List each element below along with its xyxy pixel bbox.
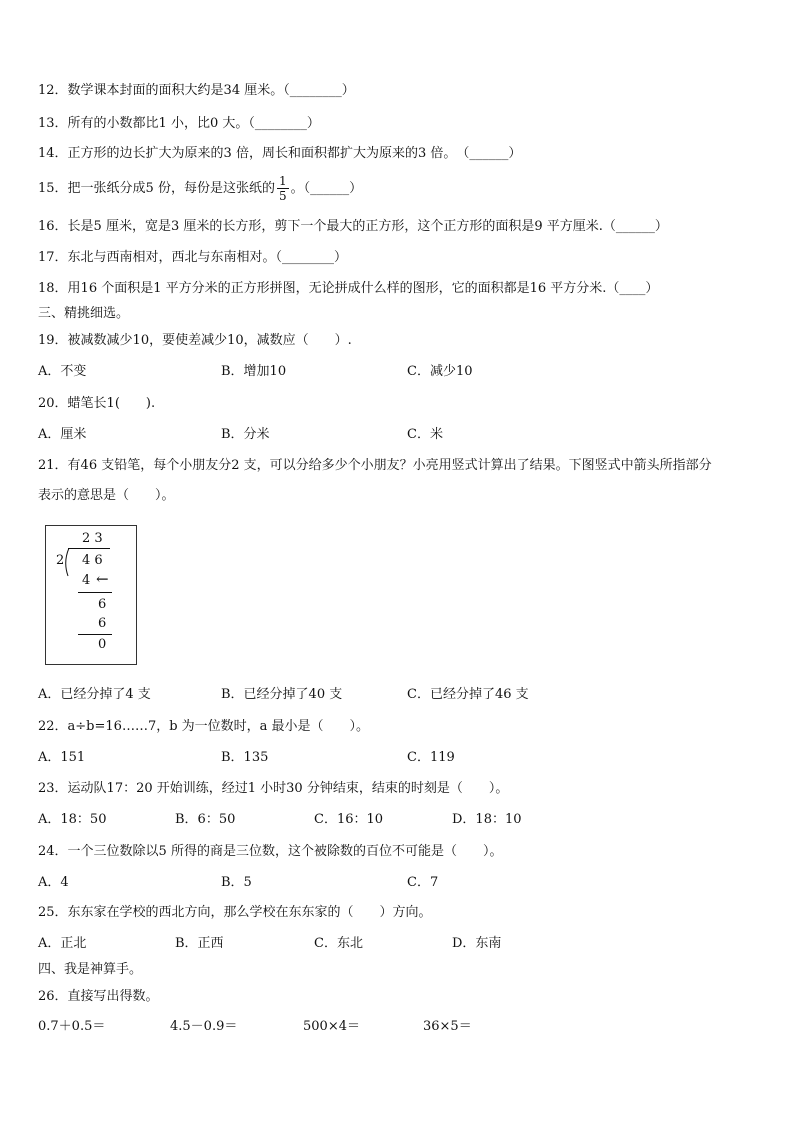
q24-option-c[interactable]: C．7	[407, 875, 439, 890]
q25-option-a[interactable]: A．正北	[38, 936, 87, 951]
q16: 16．长是5 厘米，宽是3 厘米的长方形，剪下一个最大的正方形，这个正方形的面积是9 平方厘米.（______）	[38, 219, 668, 234]
arrow-left-icon: ←	[96, 570, 109, 588]
q24-option-b[interactable]: B．5	[221, 875, 252, 890]
q21-line-2: 表示的意思是（ ）。	[38, 488, 175, 503]
fraction-denominator: 5	[278, 189, 287, 203]
q13: 13．所有的小数都比1 小，比0 大。（________）	[38, 116, 320, 131]
q25-option-d[interactable]: D．东南	[452, 936, 502, 951]
q19: 19．被减数减少10，要使差减少10，减数应（ ）.	[38, 333, 352, 348]
division-step-3: 6	[98, 616, 107, 631]
q23-option-b[interactable]: B．6：50	[175, 812, 236, 827]
q20: 20．蜡笔长1( ).	[38, 396, 156, 411]
q24: 24．一个三位数除以5 所得的商是三位数，这个被除数的百位不可能是（ ）。	[38, 844, 503, 859]
long-division-figure	[45, 525, 137, 665]
q25: 25．东东家在学校的西北方向，那么学校在东东家的（ ）方向。	[38, 905, 432, 920]
calc-item: 500×4＝	[303, 1019, 360, 1034]
q20-option-c[interactable]: C．米	[407, 427, 443, 442]
q21-line-1: 21．有46 支铅笔，每个小朋友分2 支，可以分给多少个小朋友？小亮用竖式计算出了结果。下图竖式中箭头所指部分	[38, 458, 712, 473]
fraction-one-fifth	[277, 174, 289, 203]
q25-option-b[interactable]: B．正西	[175, 936, 224, 951]
section-3-title: 三、精挑细选。	[38, 306, 130, 321]
q23-option-a[interactable]: A．18：50	[38, 812, 107, 827]
q15-text: 15．把一张纸分成5 份，每份是这张纸的	[38, 181, 275, 196]
q23-option-c[interactable]: C．16：10	[314, 812, 384, 827]
division-top-bar	[68, 548, 110, 549]
division-step-1: 4	[82, 573, 91, 588]
q22-option-c[interactable]: C．119	[407, 750, 455, 765]
q21-option-b[interactable]: B．已经分掉了40 支	[221, 687, 343, 702]
calc-item: 4.5－0.9＝	[170, 1019, 238, 1034]
division-line-2	[78, 634, 112, 635]
q24-option-a[interactable]: A．4	[38, 875, 69, 890]
q26: 26．直接写出得数。	[38, 989, 159, 1004]
q19-option-a[interactable]: A．不变	[38, 364, 87, 379]
q20-option-a[interactable]: A．厘米	[38, 427, 87, 442]
q21-option-c[interactable]: C．已经分掉了46 支	[407, 687, 529, 702]
q15-blank: 。（______）	[290, 181, 363, 196]
fraction-numerator: 1	[278, 174, 287, 188]
q12: 12．数学课本封面的面积大约是34 厘米。（________）	[38, 83, 355, 98]
division-divisor: 2	[56, 553, 65, 568]
q18: 18．用16 个面积是1 平方分米的正方形拼图，无论拼成什么样的图形，它的面积都是16 平方分米.（____）	[38, 281, 659, 296]
calc-item: 0.7＋0.5＝	[38, 1019, 106, 1034]
division-remainder: 0	[98, 637, 107, 652]
q17: 17．东北与西南相对，西北与东南相对。（________）	[38, 250, 348, 265]
q22-option-b[interactable]: B．135	[221, 750, 269, 765]
division-dividend: 4 6	[82, 553, 103, 568]
q15	[38, 174, 362, 204]
q14: 14．正方形的边长扩大为原来的3 倍，周长和面积都扩大为原来的3 倍。 （______）	[38, 146, 522, 161]
q21-option-a[interactable]: A．已经分掉了4 支	[38, 687, 151, 702]
q19-option-b[interactable]: B．增加10	[221, 364, 287, 379]
q22-option-a[interactable]: A．151	[38, 750, 86, 765]
division-step-2: 6	[98, 597, 107, 612]
q22: 22．a÷b=16……7，b 为一位数时，a 最小是（ ）。	[38, 719, 370, 734]
q23-option-d[interactable]: D．18：10	[452, 812, 522, 827]
section-4-title: 四、我是神算手。	[38, 962, 143, 977]
calc-item: 36×5＝	[423, 1019, 472, 1034]
q19-option-c[interactable]: C．减少10	[407, 364, 473, 379]
division-quotient: 2 3	[82, 531, 103, 546]
q20-option-b[interactable]: B．分米	[221, 427, 270, 442]
q23: 23．运动队17：20 开始训练，经过1 小时30 分钟结束，结束的时刻是（ ）。	[38, 781, 509, 796]
q25-option-c[interactable]: C．东北	[314, 936, 363, 951]
division-line-1	[78, 592, 112, 593]
